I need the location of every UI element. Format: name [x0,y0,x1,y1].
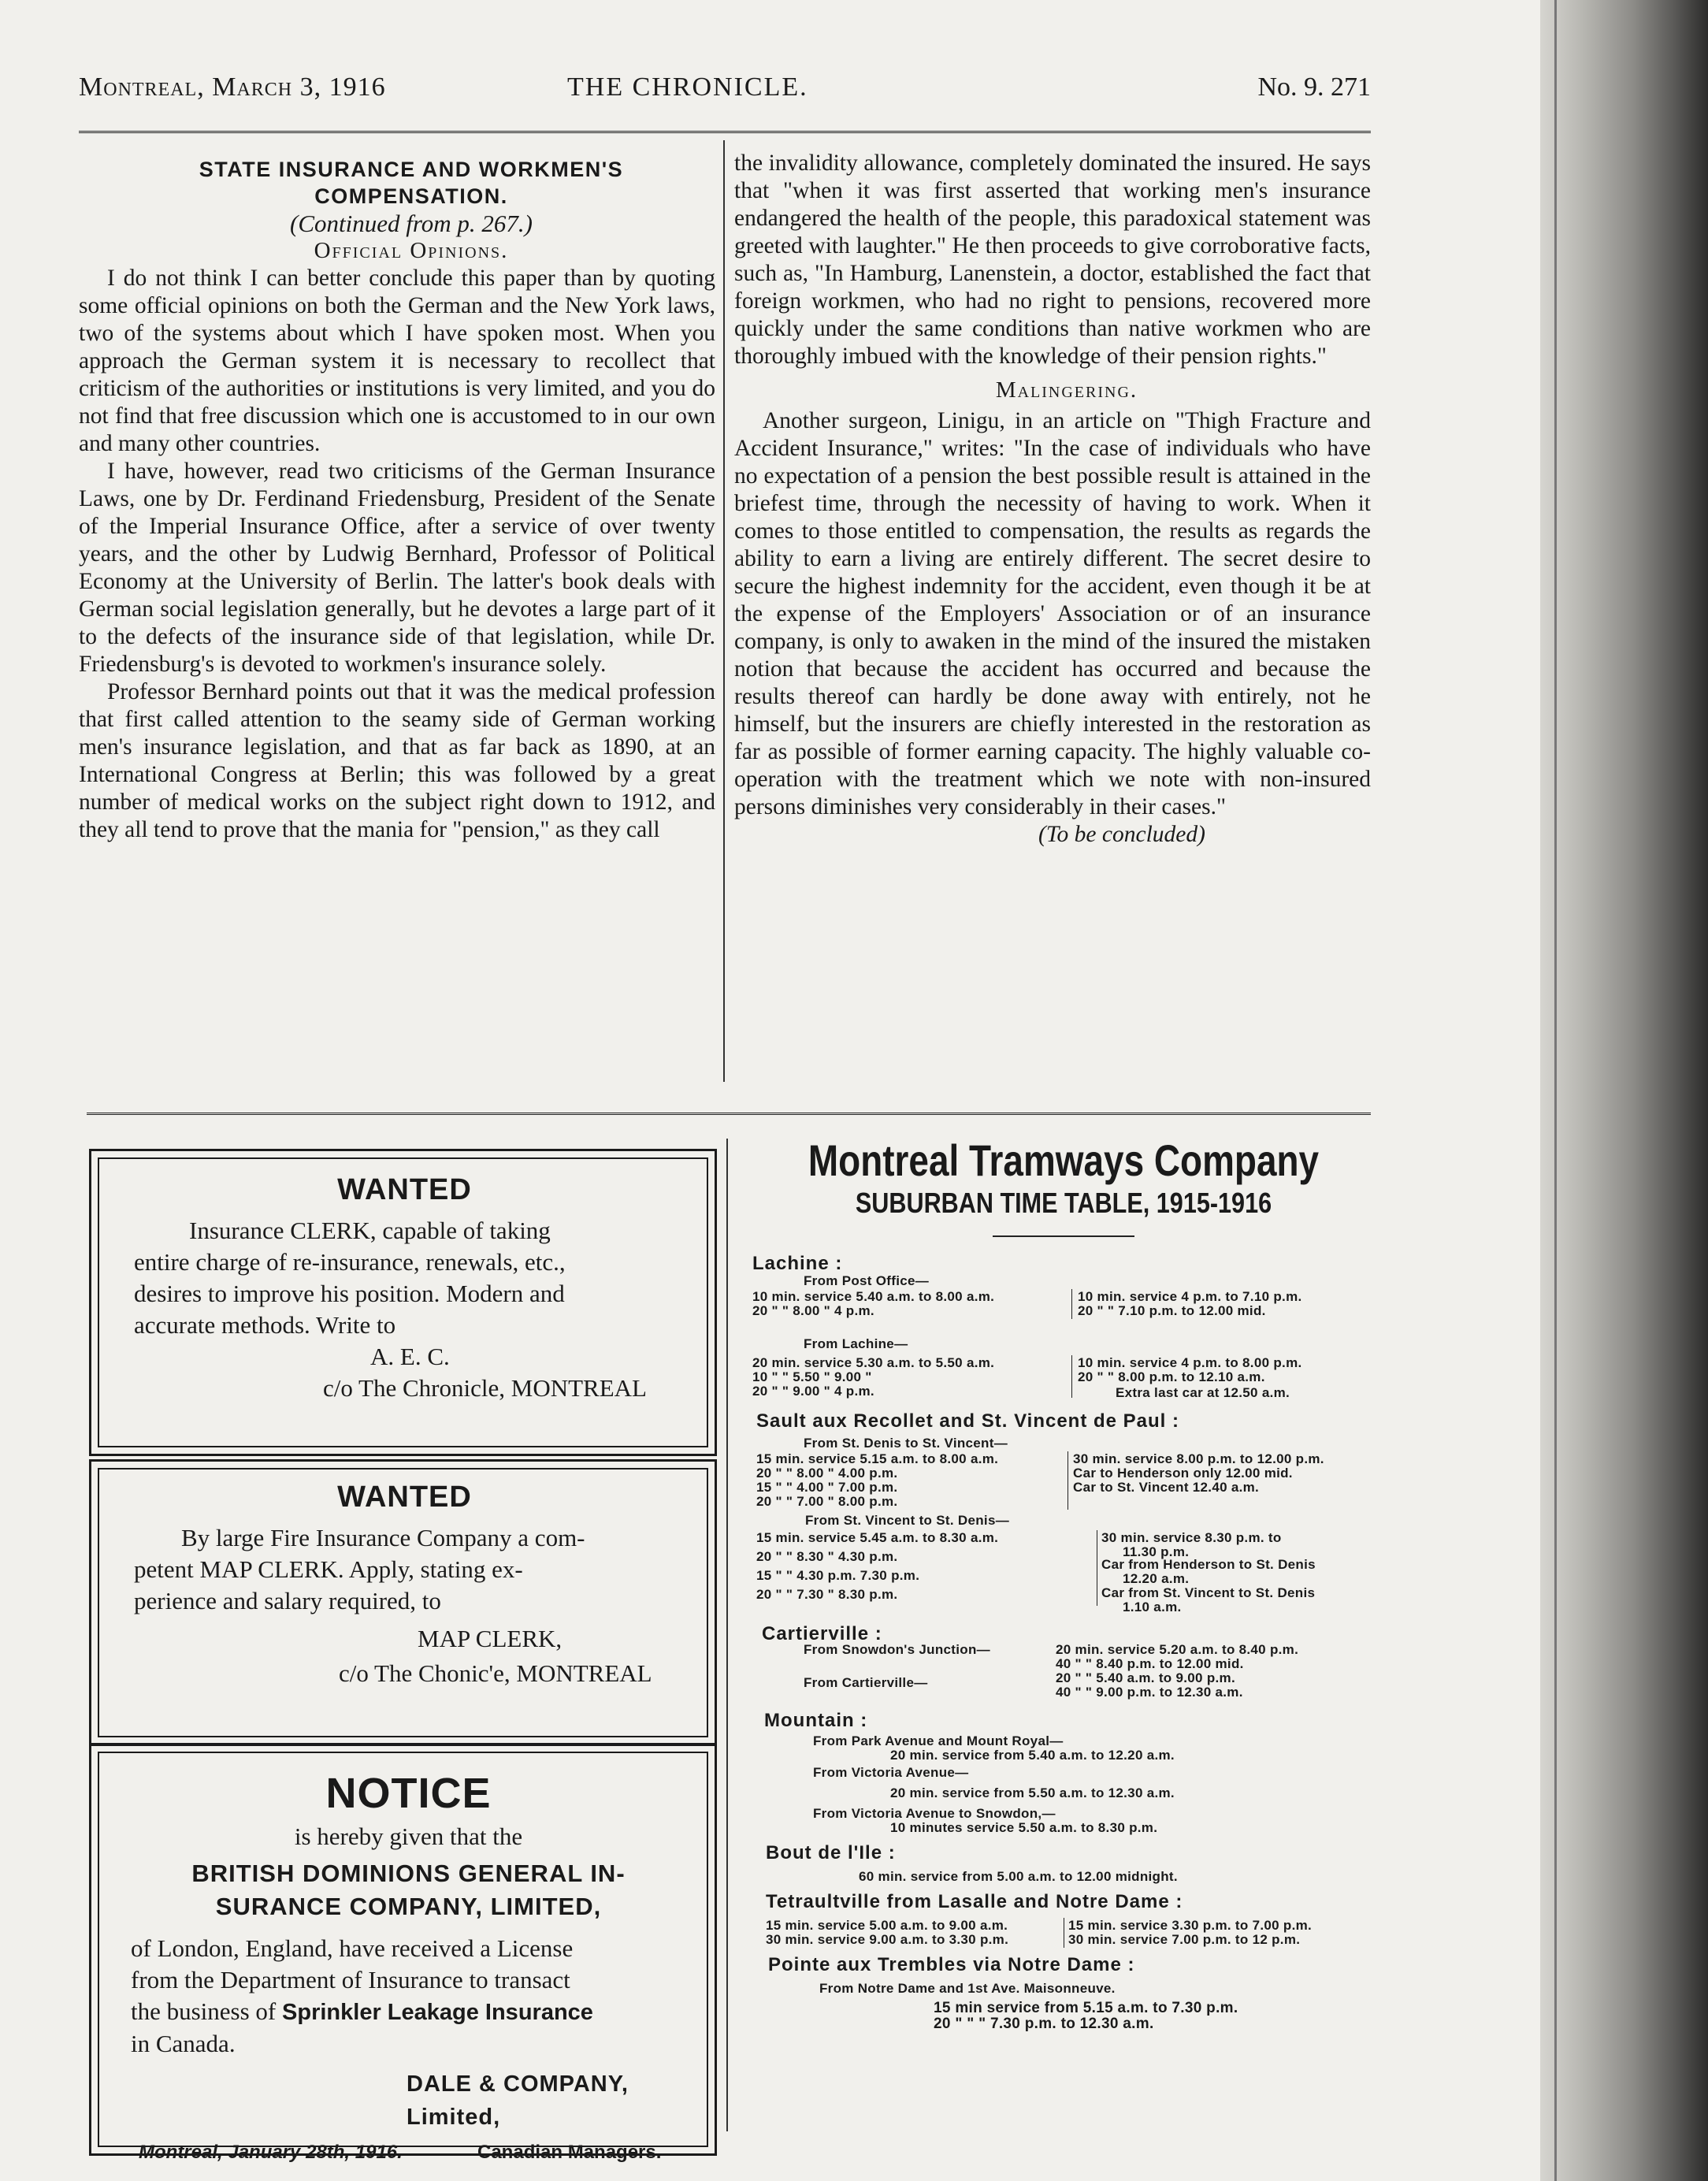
section-heading-malingering: Malingering. [995,377,1138,403]
notice-line: of London, England, have received a License [131,1934,574,1962]
article-column-left [79,156,715,844]
timetable-line: 15 min service from 5.15 a.m. to 7.30 p.m. [934,2000,1238,2016]
ad-line: Insurance CLERK, capable of taking [189,1217,551,1244]
article-to-be-concluded: (To be concluded) [1038,822,1205,847]
timetable-line: 1.10 a.m. [1123,1600,1182,1614]
timetable-line: 15 " " 4.30 p.m. 7.30 p.m. [756,1568,920,1583]
timetable-line: 20 min. service from 5.50 a.m. to 12.30 a.m. [890,1785,1175,1800]
notice-line [131,1996,686,2028]
timetable-divider [1071,1355,1072,1398]
lower-column-divider [726,1139,728,2131]
wanted-ad-insurance-clerk [89,1149,717,1456]
ad-line: entire charge of re-insurance, renewals, etc., [134,1248,566,1276]
timetable-line: 10 " " 5.50 " 9.00 " [752,1369,872,1384]
article-title-line1: STATE INSURANCE AND WORKMEN'S [199,158,624,181]
timetable-line: 20 " " " 7.30 p.m. to 12.30 a.m. [934,2016,1154,2032]
ad-line: By large Fire Insurance Company a com- [181,1524,585,1551]
timetable-title: Montreal Tramways Company [808,1135,1320,1185]
section-tetraultville: Tetraultville from Lasalle and Notre Dame : [766,1891,1183,1912]
timetable-line: 11.30 p.m. [1123,1544,1190,1559]
tramways-timetable [741,1135,1387,2151]
route-from: From Victoria Avenue— [813,1765,969,1780]
section-cartierville: Cartierville : [762,1623,882,1644]
running-head-date: Montreal, March 3, 1916 [79,72,386,102]
section-pointe-aux-trembles: Pointe aux Trembles via Notre Dame : [768,1954,1135,1975]
timetable-rule [993,1235,1134,1237]
timetable-line: 10 min. service 5.40 a.m. to 8.00 a.m. [752,1289,995,1304]
timetable-line: 30 min. service 8.30 p.m. to [1101,1530,1282,1545]
timetable-line: 20 " " 5.40 a.m. to 9.00 p.m. [1056,1670,1235,1685]
timetable-line: 10 minutes service 5.50 a.m. to 8.30 p.m. [890,1820,1158,1835]
article-column-right [734,150,1371,849]
notice-line: is hereby given that the [294,1822,523,1850]
notice-line-text: the business of [131,1997,283,2025]
ad-heading: WANTED [337,1173,472,1206]
notice-signatory: DALE & COMPANY, Limited, [407,2071,629,2130]
ad-line: petent MAP CLERK. Apply, stating ex- [134,1555,523,1583]
timetable-line: 15 min. service 5.00 a.m. to 9.00 a.m. [766,1918,1008,1933]
running-head-page-number: No. 9. 271 [1257,72,1371,102]
timetable-line: 15 min. service 5.15 a.m. to 8.00 a.m. [756,1451,999,1466]
timetable-line: 40 " " 8.40 p.m. to 12.00 mid. [1056,1656,1244,1671]
notice-line: in Canada. [131,2030,236,2057]
timetable-line: 10 min. service 4 p.m. to 8.00 p.m. [1078,1355,1302,1370]
timetable-line: 15 " " 4.00 " 7.00 p.m. [756,1480,898,1495]
timetable-line: 20 " " 9.00 " 4 p.m. [752,1384,874,1399]
article-title-line2: COMPENSATION. [314,184,508,208]
article-paragraph: Another surgeon, Linigu, in an article on "Thigh Fracture and Accident Insurance," writes: "In the case of individuals who have no expectation of a pension the best possible result is attained in the briefest time, through the necessity of having to work. When it comes to those entitled to compensation, the results as regards the ability to earn a living are entirely different. The secret desire to secure the highest indemnity for the accident, even though it be at the expense of the Employers' Association or of an insurance company, is only to awaken in the mind of the insured the mistaken notion that because the accident has occurred and because the results thereof can hardly be done away with entirely, not he himself, but the insurers are chiefly interested in the restoration as far as possible of former earning capacity. The highly valuable co-operation with the treatment which we note with non-insured persons diminishes very considerably in their cases." [734,408,1371,819]
timetable-line: 20 " " 7.10 p.m. to 12.00 mid. [1078,1303,1266,1318]
notice-heading: NOTICE [325,1770,492,1817]
ad-line: perience and salary required, to [134,1587,441,1614]
timetable-line: 20 " " 7.00 " 8.00 p.m. [756,1494,898,1509]
ad-address: c/o The Chronicle, MONTREAL [323,1374,647,1402]
timetable-line: 20 min. service from 5.40 a.m. to 12.20 a.m. [890,1748,1175,1763]
section-mountain: Mountain : [764,1710,868,1731]
article-paragraph: Professor Bernhard points out that it was the medical profession that first called attention to the seamy side of German working men's insurance legislation, and that as far back as 1890, at an International Congress at Berlin; this was followed by a great number of medical works on the subject right down to 1912, and they all tend to prove that the mania for "pension," as they call [79,679,715,842]
route-from: From St. Denis to St. Vincent— [804,1436,1008,1451]
timetable-line: Car to St. Vincent 12.40 a.m. [1073,1480,1260,1495]
section-heading-official-opinions: Official Opinions. [314,238,509,263]
timetable-line: 15 min. service 3.30 p.m. to 7.00 p.m. [1068,1918,1313,1933]
notice-line-emphasis: Sprinkler Leakage Insurance [282,2000,593,2025]
route-from: From Post Office— [804,1273,930,1288]
column-divider [723,140,725,1082]
book-binding-edge [1540,0,1708,2181]
ad-heading: WANTED [337,1481,472,1514]
article-paragraph: I have, however, read two criticisms of the German Insurance Laws, one by Dr. Ferdinand Friedensburg, President of the Senate of the Imperial Insurance Office, after a service of over twenty years, and the other by Ludwig Bernhard, Professor of Political Economy at the University of Berlin. The latter's book deals with German social legislation generally, but he devotes a large part of it to the defects of the insurance side of that legislation, while Dr. Friedensburg's is devoted to workmen's insurance solely. [79,459,715,677]
notice-company: SURANCE COMPANY, LIMITED, [215,1893,602,1920]
article-paragraph: the invalidity allowance, completely dominated the insured. He says that "when it was first asserted that working men's insurance endangered the health of the people, this paradoxical statement was greeted with laughter." He then proceeds to give corroborative facts, such as, "In Hamburg, Lanenstein, a doctor, established the fact that foreign workmen, who had no right to pensions, recovered more quickly under the same conditions than native workmen who are thoroughly imbued with the knowledge of their pension rights." [734,150,1371,369]
notice-footer [131,2138,686,2170]
timetable-line: 30 min. service 7.00 p.m. to 12 p.m. [1068,1932,1301,1947]
route-from: From Cartierville— [804,1675,928,1690]
timetable-line: 20 " " 7.30 " 8.30 p.m. [756,1587,898,1602]
timetable-line: 20 min. service 5.20 a.m. to 8.40 p.m. [1056,1642,1299,1657]
route-from: From Notre Dame and 1st Ave. Maisonneuve. [819,1981,1116,1996]
timetable-line: Car to Henderson only 12.00 mid. [1073,1466,1293,1481]
timetable-line: Extra last car at 12.50 a.m. [1116,1385,1290,1400]
notice-role: Canadian Managers. [477,2142,662,2163]
timetable-line: 30 min. service 8.00 p.m. to 12.00 p.m. [1073,1451,1324,1466]
timetable-line: 20 " " 8.00 p.m. to 12.10 a.m. [1078,1369,1265,1384]
timetable-line: Car from St. Vincent to St. Denis [1101,1585,1316,1600]
timetable-line: 12.20 a.m. [1123,1571,1190,1586]
ad-signature: MAP CLERK, [418,1625,563,1652]
timetable-subtitle: SUBURBAN TIME TABLE, 1915-1916 [855,1187,1272,1219]
timetable-divider [1071,1289,1072,1319]
notice-company: BRITISH DOMINIONS GENERAL IN- [191,1860,626,1887]
section-lachine: Lachine : [752,1253,843,1274]
ad-signature: A. E. C. [370,1343,450,1370]
article-continued: (Continued from p. 267.) [290,210,533,237]
route-from: From Snowdon's Junction— [804,1642,990,1657]
ad-line: desires to improve his position. Modern and [134,1280,565,1307]
timetable-line: 20 " " 8.00 " 4.00 p.m. [756,1466,898,1481]
timetable-line: 60 min. service from 5.00 a.m. to 12.00 midnight. [859,1869,1178,1884]
timetable-line: 15 min. service 5.45 a.m. to 8.30 a.m. [756,1530,999,1545]
timetable-line: 20 " " 8.00 " 4 p.m. [752,1303,874,1318]
section-bout-de-lile: Bout de l'Ile : [766,1842,896,1863]
wanted-ad-map-clerk [89,1459,717,1746]
timetable-line: 40 " " 9.00 p.m. to 12.30 a.m. [1056,1685,1243,1700]
route-from: From St. Vincent to St. Denis— [805,1513,1009,1528]
section-sault-aux-recollet: Sault aux Recollet and St. Vincent de Paul : [756,1410,1180,1432]
timetable-line: 20 " " 8.30 " 4.30 p.m. [756,1549,898,1564]
notice-date: Montreal, January 28th, 1916. [139,2142,403,2163]
section-rule [87,1113,1371,1118]
timetable-line: Car from Henderson to St. Denis [1101,1557,1316,1572]
ad-address: c/o The Chonic'e, MONTREAL [339,1659,652,1687]
timetable-line: 30 min. service 9.00 a.m. to 3.30 p.m. [766,1932,1009,1947]
route-from: From Lachine— [804,1336,908,1351]
route-from: From Park Avenue and Mount Royal— [813,1733,1064,1748]
running-head-title: THE CHRONICLE. [567,72,808,102]
header-rule [79,131,1371,136]
timetable-line: 10 min. service 4 p.m. to 7.10 p.m. [1078,1289,1302,1304]
route-from: From Victoria Avenue to Snowdon,— [813,1806,1056,1821]
notice-line: from the Department of Insurance to transact [131,1966,570,1993]
notice-ad [89,1743,717,2163]
article-paragraph: I do not think I can better conclude this paper than by quoting some official opinions on both the German and the New York laws, two of the systems about which I have spoken most. When you approach the German system it is necessary to recollect that criticism of the authorities or institutions is very limited, and you do not find that free discussion which one is accustomed to in our own and many other countries. [79,266,715,456]
running-head [79,72,1371,112]
timetable-line: 20 min. service 5.30 a.m. to 5.50 a.m. [752,1355,995,1370]
ad-line: accurate methods. Write to [134,1311,396,1339]
